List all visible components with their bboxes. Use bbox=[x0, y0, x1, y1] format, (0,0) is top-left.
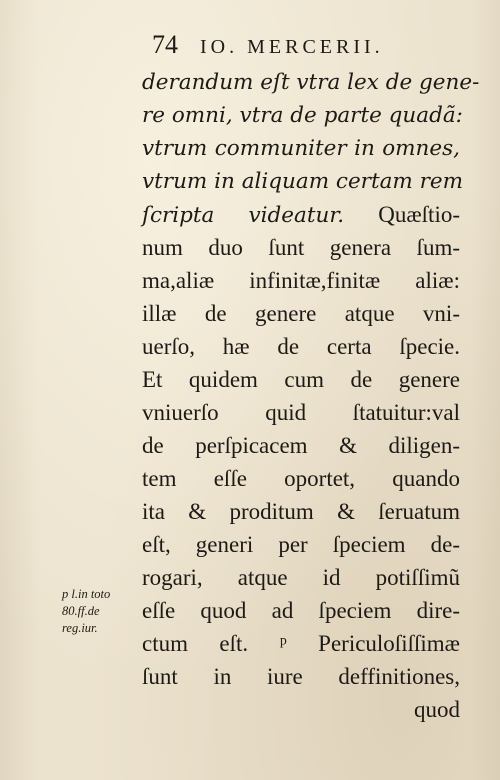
text-line-roman-part: Quæſtio- bbox=[378, 202, 460, 227]
marginal-note bbox=[62, 586, 142, 637]
text-line: Et quidem cum de genere bbox=[142, 367, 460, 392]
text-line: de perſpicacem & diligen- bbox=[142, 433, 460, 458]
text-line: ma,aliæ infinitæ,finitæ aliæ: bbox=[142, 268, 460, 293]
marginal-note-line: 80.ff.de bbox=[62, 604, 100, 618]
page-header bbox=[152, 30, 384, 60]
text-line: re omni, vtra de parte quadã: bbox=[142, 103, 463, 128]
text-line: num duo ſunt genera ſum- bbox=[142, 235, 460, 260]
text-line: derandum eſt vtra lex de gene- bbox=[142, 70, 480, 95]
text-line: tem eſſe oportet, quando bbox=[142, 466, 460, 491]
catchword: quod bbox=[414, 697, 460, 722]
text-line: vtrum in aliquam certam rem bbox=[142, 169, 464, 194]
page-number: 74 bbox=[152, 30, 178, 59]
marginal-note-line: p l.in toto bbox=[62, 587, 111, 601]
text-line: ſunt in iure deffinitiones, bbox=[142, 664, 460, 689]
running-head: IO. MERCERII. bbox=[200, 36, 384, 58]
text-line: ctum eſt. ᵖ Periculoſiſſimæ bbox=[142, 631, 460, 656]
text-line: illæ de genere atque vni- bbox=[142, 301, 460, 326]
text-line-mixed bbox=[142, 198, 460, 231]
text-line-italic-part: ſcripta videatur. bbox=[142, 203, 345, 228]
text-line: vtrum communiter in omnes, bbox=[142, 136, 460, 161]
text-line: ita & proditum & ſeruatum bbox=[142, 499, 460, 524]
text-line: vniuerſo quid ſtatuitur:val bbox=[142, 400, 460, 425]
text-line: eſſe quod ad ſpeciem dire- bbox=[142, 598, 460, 623]
text-line: eſt, generi per ſpeciem de- bbox=[142, 532, 460, 557]
marginal-note-line: reg.iur. bbox=[62, 621, 98, 635]
text-line: uerſo, hæ de certa ſpecie. bbox=[142, 334, 460, 359]
text-line: rogari, atque id potiſſimũ bbox=[142, 565, 460, 590]
body-text bbox=[142, 66, 480, 726]
